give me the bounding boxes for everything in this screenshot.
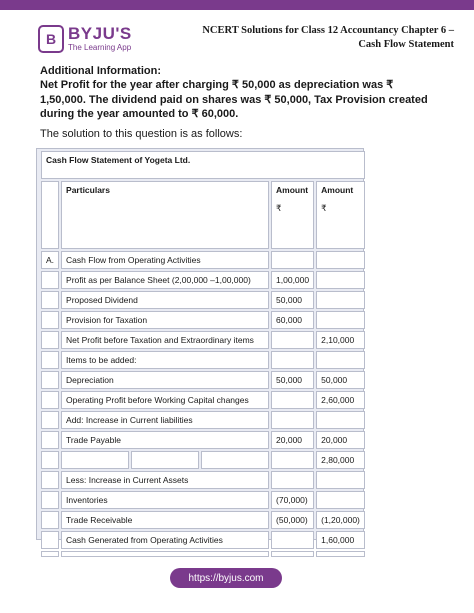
row-amount-1: 50,000 <box>271 291 314 309</box>
table-row <box>41 291 365 309</box>
row-particulars: Inventories <box>61 491 269 509</box>
table-row <box>41 491 365 509</box>
table-row <box>41 411 365 429</box>
row-amount-2: 1,60,000 <box>316 531 365 549</box>
header-mark <box>41 181 59 249</box>
row-amount-1 <box>271 451 314 469</box>
row-amount-2: 2,80,000 <box>316 451 365 469</box>
row-particulars: Cash Generated from Operating Activities <box>61 531 269 549</box>
table-row <box>41 451 365 469</box>
row-mark <box>41 531 59 549</box>
row-amount-1: 60,000 <box>271 311 314 329</box>
row-amount-1 <box>271 531 314 549</box>
row-mark <box>41 511 59 529</box>
row-mark <box>41 371 59 389</box>
row-mark <box>41 271 59 289</box>
row-particulars: Profit as per Balance Sheet (2,00,000 –1,00,000) <box>61 271 269 289</box>
row-mark <box>41 291 59 309</box>
row-particulars: Add: Increase in Current liabilities <box>61 411 269 429</box>
row-amount-2: 50,000 <box>316 371 365 389</box>
table-row-empty <box>41 551 365 557</box>
empty-cell <box>41 551 59 557</box>
empty-cell <box>61 551 269 557</box>
row-particulars: Cash Flow from Operating Activities <box>61 251 269 269</box>
row-mark <box>41 431 59 449</box>
table-row <box>41 331 365 349</box>
row-amount-2 <box>316 251 365 269</box>
empty-cell <box>316 551 365 557</box>
row-particulars: Net Profit before Taxation and Extraordinary items <box>61 331 269 349</box>
byjus-logo[interactable] <box>38 22 134 56</box>
row-amount-2 <box>316 411 365 429</box>
table-row <box>41 271 365 289</box>
row-particulars: Provision for Taxation <box>61 311 269 329</box>
table-row <box>41 391 365 409</box>
row-mark <box>41 451 59 469</box>
row-mark <box>41 311 59 329</box>
row-amount-2: 20,000 <box>316 431 365 449</box>
blank-sub-cell <box>131 451 199 469</box>
row-amount-1: (70,000) <box>271 491 314 509</box>
title-line-1: NCERT Solutions for Class 12 Accountancy Chapter 6 – <box>202 25 454 36</box>
row-amount-2: (1,20,000) <box>316 511 365 529</box>
row-amount-1: 20,000 <box>271 431 314 449</box>
table-row <box>41 371 365 389</box>
row-amount-1: (50,000) <box>271 511 314 529</box>
solution-intro: The solution to this question is as follows: <box>40 128 243 140</box>
row-amount-1 <box>271 411 314 429</box>
blank-sub-cell <box>61 451 129 469</box>
row-amount-1 <box>271 471 314 489</box>
logo-mark-icon: B <box>38 25 64 53</box>
row-amount-2: 2,60,000 <box>316 391 365 409</box>
row-amount-2 <box>316 351 365 369</box>
top-accent-bar <box>0 0 474 10</box>
row-amount-1: 50,000 <box>271 371 314 389</box>
logo-tagline: The Learning App <box>68 43 132 52</box>
cash-flow-table <box>36 148 364 545</box>
row-particulars: Items to be added: <box>61 351 269 369</box>
table-row <box>41 511 365 529</box>
row-amount-1 <box>271 331 314 349</box>
table-row <box>41 351 365 369</box>
row-mark <box>41 411 59 429</box>
additional-info-body: Net Profit for the year after charging ₹ 50,000 as depreciation was ₹ 1,50,000. The dividend paid on shares was ₹ 50,000, Tax Provision created during the year amounted to ₹ 60,000. <box>40 79 428 120</box>
document-title <box>194 24 454 52</box>
row-mark: A. <box>41 251 59 269</box>
row-particulars <box>61 451 269 469</box>
empty-cell <box>271 551 314 557</box>
row-amount-2 <box>316 471 365 489</box>
row-mark <box>41 331 59 349</box>
row-amount-2 <box>316 291 365 309</box>
table-row <box>41 431 365 449</box>
table-row <box>41 311 365 329</box>
table-row <box>41 531 365 549</box>
additional-info-heading: Additional Information: <box>40 65 161 77</box>
header-amount-2: Amount ₹ <box>316 181 365 249</box>
row-particulars: Depreciation <box>61 371 269 389</box>
row-amount-2 <box>316 271 365 289</box>
row-amount-2 <box>316 491 365 509</box>
table-row <box>41 471 365 489</box>
table-row <box>41 251 365 269</box>
row-mark <box>41 391 59 409</box>
row-particulars: Trade Payable <box>61 431 269 449</box>
row-particulars: Trade Receivable <box>61 511 269 529</box>
footer-url-link[interactable]: https://byjus.com <box>170 568 282 588</box>
table-title: Cash Flow Statement of Yogeta Ltd. <box>41 151 365 179</box>
row-amount-2: 2,10,000 <box>316 331 365 349</box>
row-particulars: Less: Increase in Current Assets <box>61 471 269 489</box>
row-amount-1 <box>271 351 314 369</box>
row-mark <box>41 491 59 509</box>
header-particulars: Particulars <box>61 181 269 249</box>
row-particulars: Proposed Dividend <box>61 291 269 309</box>
header-amount-1: Amount ₹ <box>271 181 314 249</box>
blank-sub-cell <box>201 451 269 469</box>
table-header-row <box>41 181 365 249</box>
logo-name: BYJU'S <box>68 24 132 43</box>
row-particulars: Operating Profit before Working Capital changes <box>61 391 269 409</box>
row-amount-2 <box>316 311 365 329</box>
row-amount-1 <box>271 391 314 409</box>
row-mark <box>41 351 59 369</box>
row-amount-1 <box>271 251 314 269</box>
row-mark <box>41 471 59 489</box>
title-line-2: Cash Flow Statement <box>358 39 454 50</box>
row-amount-1: 1,00,000 <box>271 271 314 289</box>
